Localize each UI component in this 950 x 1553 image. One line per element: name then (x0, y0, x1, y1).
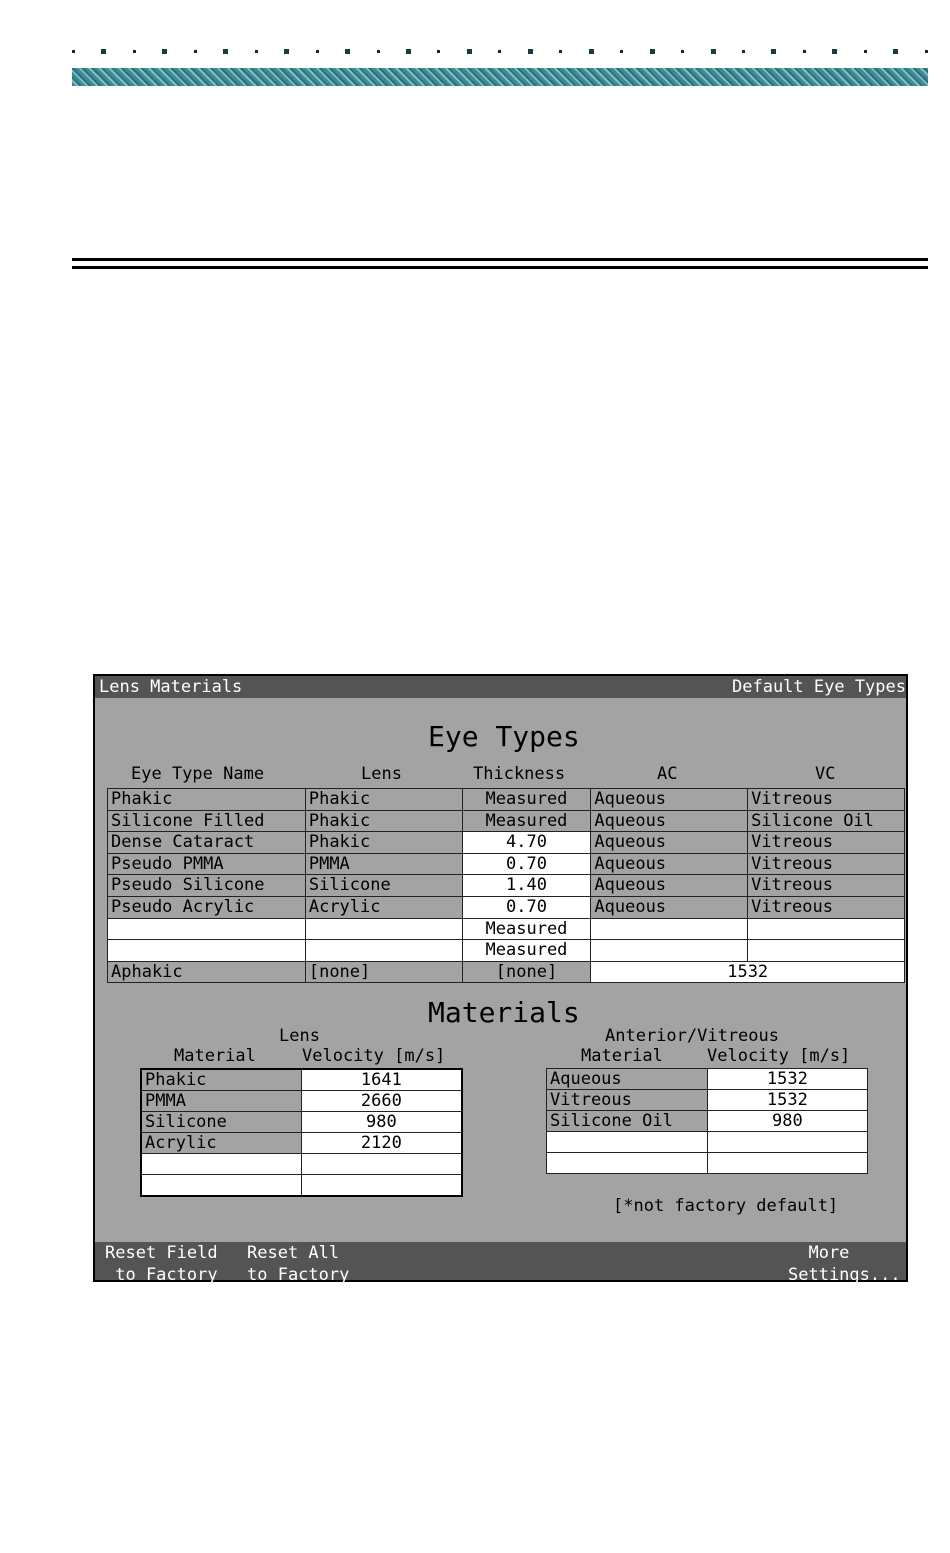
vc-cell[interactable]: Silicone Oil (748, 810, 905, 832)
lens-cell[interactable]: Phakic (305, 810, 462, 832)
material-cell[interactable]: PMMA (141, 1091, 301, 1112)
reset-field-button[interactable]: Reset Field to Factory (105, 1243, 218, 1285)
material-cell[interactable]: Acrylic (141, 1133, 301, 1154)
ac-cell[interactable] (591, 940, 748, 962)
col-header-thickness: Thickness (473, 764, 566, 784)
device-screen (93, 674, 908, 1285)
thickness-cell[interactable]: 0.70 (462, 853, 591, 875)
anterior-vitreous-table (546, 1068, 868, 1174)
thickness-cell[interactable]: Measured (462, 810, 591, 832)
material-cell[interactable]: Vitreous (547, 1090, 708, 1111)
table-row (141, 1091, 462, 1112)
table-row (141, 1112, 462, 1133)
velocity-cell[interactable]: 1641 (301, 1069, 462, 1091)
velocity-cell[interactable]: 980 (301, 1112, 462, 1133)
material-cell[interactable]: Silicone Oil (547, 1111, 708, 1132)
thickness-cell[interactable]: 4.70 (462, 832, 591, 854)
vc-cell[interactable]: Vitreous (748, 853, 905, 875)
lens-col-velocity: Velocity [m/s] (302, 1046, 446, 1066)
material-cell[interactable]: Aqueous (547, 1069, 708, 1090)
more-settings-button[interactable]: More Settings... (788, 1243, 901, 1285)
table-row (141, 1175, 462, 1197)
section-rule (72, 258, 928, 261)
lens-materials-tab[interactable]: Lens Materials (99, 677, 243, 697)
vc-cell[interactable] (748, 940, 905, 962)
eye-type-name-cell[interactable]: Pseudo Silicone (108, 875, 306, 897)
velocity-cell[interactable] (707, 1132, 867, 1153)
section-rule (72, 266, 928, 269)
header-dot-row (72, 46, 928, 56)
ac-cell[interactable]: Aqueous (591, 896, 748, 918)
eye-type-name-cell[interactable] (108, 940, 306, 962)
eye-type-name-cell[interactable]: Pseudo PMMA (108, 853, 306, 875)
velocity-cell[interactable]: 1532 (707, 1090, 867, 1111)
eye-type-name-cell[interactable]: Pseudo Acrylic (108, 896, 306, 918)
col-header-vc: VC (815, 764, 836, 784)
table-row (108, 918, 905, 940)
lens-cell[interactable]: Silicone (305, 875, 462, 897)
ac-cell[interactable]: Aqueous (591, 832, 748, 854)
material-cell[interactable] (547, 1153, 708, 1174)
eye-type-name-cell[interactable]: Dense Cataract (108, 832, 306, 854)
bottom-softkey-bar (95, 1242, 906, 1285)
eye-type-name-cell[interactable]: Phakic (108, 789, 306, 811)
table-row (108, 875, 905, 897)
vc-cell[interactable]: Vitreous (748, 789, 905, 811)
ac-cell[interactable]: Aqueous (591, 875, 748, 897)
table-row (108, 832, 905, 854)
lens-materials-table (140, 1068, 463, 1197)
material-cell[interactable]: Phakic (141, 1069, 301, 1091)
table-row (108, 896, 905, 918)
table-row (547, 1111, 868, 1132)
vc-cell[interactable]: Vitreous (748, 875, 905, 897)
table-row (108, 940, 905, 962)
materials-title: Materials (428, 996, 580, 1029)
table-row (108, 810, 905, 832)
table-row (141, 1069, 462, 1091)
ac-cell[interactable]: Aqueous (591, 789, 748, 811)
lens-cell[interactable]: Acrylic (305, 896, 462, 918)
table-row (547, 1090, 868, 1111)
aphakic-row (108, 961, 905, 983)
velocity-cell[interactable]: 2660 (301, 1091, 462, 1112)
lens-col-material: Material (174, 1046, 256, 1066)
av-col-material: Material (581, 1046, 663, 1066)
table-row (547, 1132, 868, 1153)
ac-cell[interactable]: Aqueous (591, 853, 748, 875)
material-cell[interactable] (141, 1154, 301, 1175)
col-header-lens: Lens (361, 764, 402, 784)
velocity-cell[interactable]: 1532 (707, 1069, 867, 1090)
material-cell[interactable] (141, 1175, 301, 1197)
av-col-velocity: Velocity [m/s] (707, 1046, 851, 1066)
lens-group-label: Lens (279, 1026, 320, 1046)
lens-cell[interactable] (305, 918, 462, 940)
velocity-cell[interactable]: 2120 (301, 1133, 462, 1154)
thickness-cell: [none] (462, 961, 591, 983)
velocity-cell[interactable] (707, 1153, 867, 1174)
table-row (547, 1153, 868, 1174)
velocity-cell[interactable]: 980 (707, 1111, 867, 1132)
vc-cell[interactable]: Vitreous (748, 832, 905, 854)
thickness-cell[interactable]: 1.40 (462, 875, 591, 897)
lens-cell[interactable]: PMMA (305, 853, 462, 875)
eye-type-name-cell: Aphakic (108, 961, 306, 983)
default-eye-types-tab[interactable]: Default Eye Types (732, 677, 906, 697)
header-band (72, 68, 928, 86)
lens-cell[interactable]: Phakic (305, 832, 462, 854)
vc-cell[interactable]: Vitreous (748, 896, 905, 918)
material-cell[interactable]: Silicone (141, 1112, 301, 1133)
col-header-ac: AC (657, 764, 678, 784)
lens-cell: [none] (305, 961, 462, 983)
table-row (547, 1069, 868, 1090)
table-row (141, 1133, 462, 1154)
lens-cell[interactable]: Phakic (305, 789, 462, 811)
reset-all-button[interactable]: Reset All to Factory (247, 1243, 350, 1285)
lens-cell[interactable] (305, 940, 462, 962)
eye-type-name-cell[interactable] (108, 918, 306, 940)
vc-cell[interactable] (748, 918, 905, 940)
thickness-cell[interactable]: Measured (462, 789, 591, 811)
eye-type-name-cell[interactable]: Silicone Filled (108, 810, 306, 832)
table-row (108, 853, 905, 875)
velocity-cell[interactable] (301, 1175, 462, 1197)
material-cell[interactable] (547, 1132, 708, 1153)
table-row (141, 1154, 462, 1175)
thickness-cell[interactable]: Measured (462, 918, 591, 940)
ac-cell[interactable] (591, 918, 748, 940)
footnote: [*not factory default] (613, 1196, 839, 1216)
eye-types-title: Eye Types (428, 720, 580, 753)
thickness-cell[interactable]: Measured (462, 940, 591, 962)
aphakic-velocity-cell[interactable]: 1532 (591, 961, 905, 983)
table-row (108, 789, 905, 811)
col-header-eye-type-name: Eye Type Name (131, 764, 265, 784)
ac-cell[interactable]: Aqueous (591, 810, 748, 832)
thickness-cell[interactable]: 0.70 (462, 896, 591, 918)
top-softkey-bar (95, 676, 906, 698)
anterior-vitreous-group-label: Anterior/Vitreous (605, 1026, 779, 1046)
velocity-cell[interactable] (301, 1154, 462, 1175)
eye-types-table (107, 788, 905, 983)
